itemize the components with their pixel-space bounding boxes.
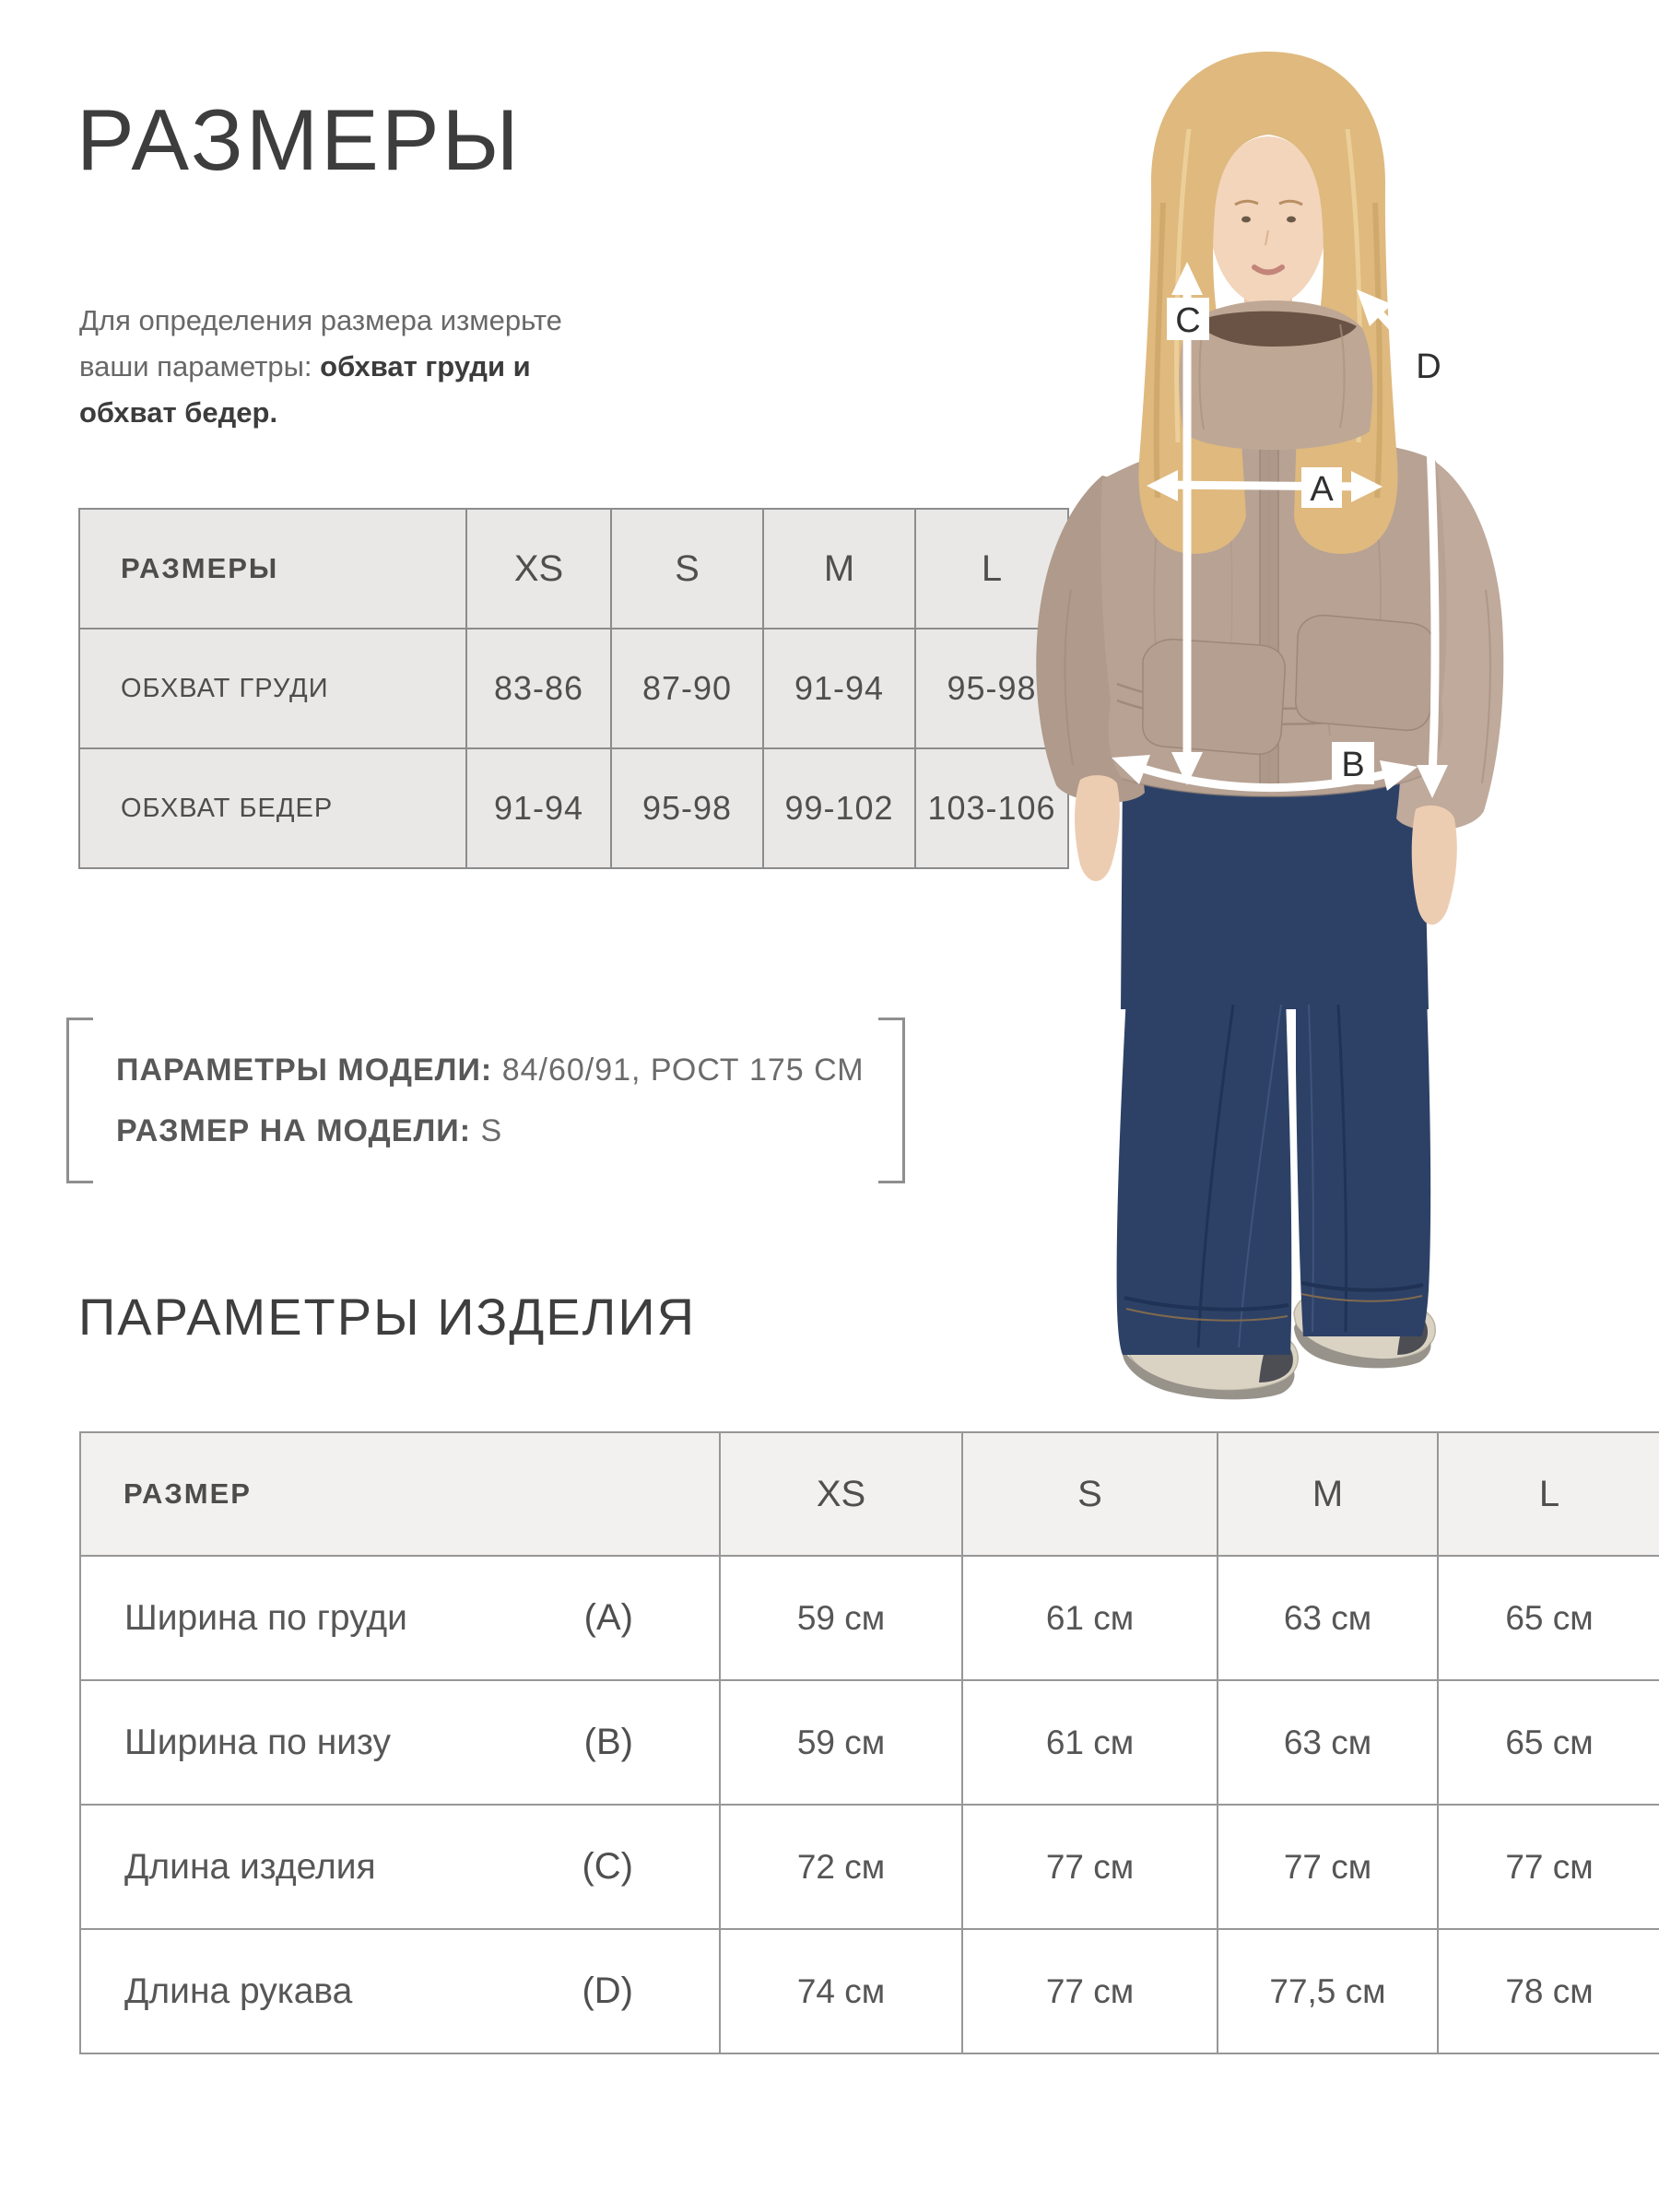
product-table <box>79 1431 1659 2054</box>
size-table <box>78 508 1069 869</box>
model-params-line <box>116 1053 905 1088</box>
table-row-sleeve <box>80 1929 1659 2053</box>
measure-label-a: A <box>1310 470 1334 509</box>
product-value-cell: 65 см <box>1438 1680 1659 1805</box>
product-value-cell: 59 см <box>720 1556 962 1680</box>
size-value-cell: 99-102 <box>763 748 915 868</box>
size-value-cell: 91-94 <box>763 629 915 748</box>
table-row-length <box>80 1805 1659 1929</box>
measure-label-c: C <box>1175 301 1201 340</box>
product-value-cell: 61 см <box>962 1556 1218 1680</box>
product-table-header-row <box>80 1432 1659 1556</box>
table-row-hips <box>79 748 1068 868</box>
measure-label-b: B <box>1341 746 1365 784</box>
product-value-cell: 65 см <box>1438 1556 1659 1680</box>
model-size-line <box>116 1113 905 1149</box>
product-col-l: L <box>1438 1432 1659 1556</box>
page-title: РАЗМЕРЫ <box>76 91 522 188</box>
size-value-cell: 87-90 <box>611 629 763 748</box>
model-size-label: РАЗМЕР НА МОДЕЛИ: <box>116 1112 472 1148</box>
product-table-header: РАЗМЕР <box>80 1432 720 1556</box>
row-label: Ширина по низу <box>124 1722 391 1762</box>
measure-label-d: D <box>1416 347 1441 386</box>
row-label: ОБХВАТ ГРУДИ <box>79 629 466 748</box>
model-jeans <box>1117 772 1436 1399</box>
size-value-cell: 95-98 <box>611 748 763 868</box>
product-value-cell: 78 см <box>1438 1929 1659 2053</box>
product-section-title: ПАРАМЕТРЫ ИЗДЕЛИЯ <box>78 1288 697 1346</box>
bracket-left <box>66 1018 93 1183</box>
model-right-hand <box>1412 806 1457 924</box>
product-value-cell: 63 см <box>1218 1680 1438 1805</box>
size-col-l: L <box>915 509 1068 629</box>
product-value-cell: 61 см <box>962 1680 1218 1805</box>
product-value-cell: 63 см <box>1218 1556 1438 1680</box>
product-value-cell: 74 см <box>720 1929 962 2053</box>
measure-letter: (A) <box>583 1597 633 1638</box>
table-row-chest-width <box>80 1556 1659 1680</box>
model-params-value: 84/60/91, РОСТ 175 СМ <box>492 1052 865 1088</box>
row-label: Ширина по груди <box>124 1597 407 1638</box>
model-left-hand <box>1075 775 1120 881</box>
size-col-xs: XS <box>466 509 611 629</box>
size-value-cell: 83-86 <box>466 629 611 748</box>
product-value-cell: 72 см <box>720 1805 962 1929</box>
intro-bold: обхват груди и обхват бедер. <box>79 350 531 429</box>
model-size-value: S <box>471 1112 503 1148</box>
model-photo <box>1014 0 1659 1419</box>
intro-normal: Для определения размера измерьте ваши параметры: <box>79 304 562 382</box>
size-table-header-row <box>79 509 1068 629</box>
measure-letter: (B) <box>583 1722 633 1762</box>
model-params-label: ПАРАМЕТРЫ МОДЕЛИ: <box>116 1052 493 1088</box>
intro-text <box>79 298 623 436</box>
row-label-cell <box>80 1680 720 1805</box>
table-row-chest <box>79 629 1068 748</box>
row-label: Длина изделия <box>124 1846 376 1887</box>
product-value-cell: 77 см <box>962 1929 1218 2053</box>
measure-line-a <box>1158 485 1375 487</box>
row-label: ОБХВАТ БЕДЕР <box>79 748 466 868</box>
row-label: Длина рукава <box>124 1971 353 2011</box>
row-label-cell <box>80 1929 720 2053</box>
size-col-m: M <box>763 509 915 629</box>
size-table-header: РАЗМЕРЫ <box>79 509 466 629</box>
table-row-bottom-width <box>80 1680 1659 1805</box>
size-col-s: S <box>611 509 763 629</box>
product-value-cell: 77 см <box>1438 1805 1659 1929</box>
size-value-cell: 95-98 <box>915 629 1068 748</box>
product-col-xs: XS <box>720 1432 962 1556</box>
row-label-cell <box>80 1805 720 1929</box>
model-info-box <box>66 1018 905 1183</box>
row-label-cell <box>80 1556 720 1680</box>
measure-letter: (C) <box>582 1846 633 1887</box>
product-col-s: S <box>962 1432 1218 1556</box>
product-value-cell: 77 см <box>962 1805 1218 1929</box>
product-value-cell: 77,5 см <box>1218 1929 1438 2053</box>
size-value-cell: 103-106 <box>915 748 1068 868</box>
product-value-cell: 59 см <box>720 1680 962 1805</box>
measure-letter: (D) <box>582 1971 633 2011</box>
product-col-m: M <box>1218 1432 1438 1556</box>
bracket-right <box>878 1018 905 1183</box>
size-value-cell: 91-94 <box>466 748 611 868</box>
product-value-cell: 77 см <box>1218 1805 1438 1929</box>
